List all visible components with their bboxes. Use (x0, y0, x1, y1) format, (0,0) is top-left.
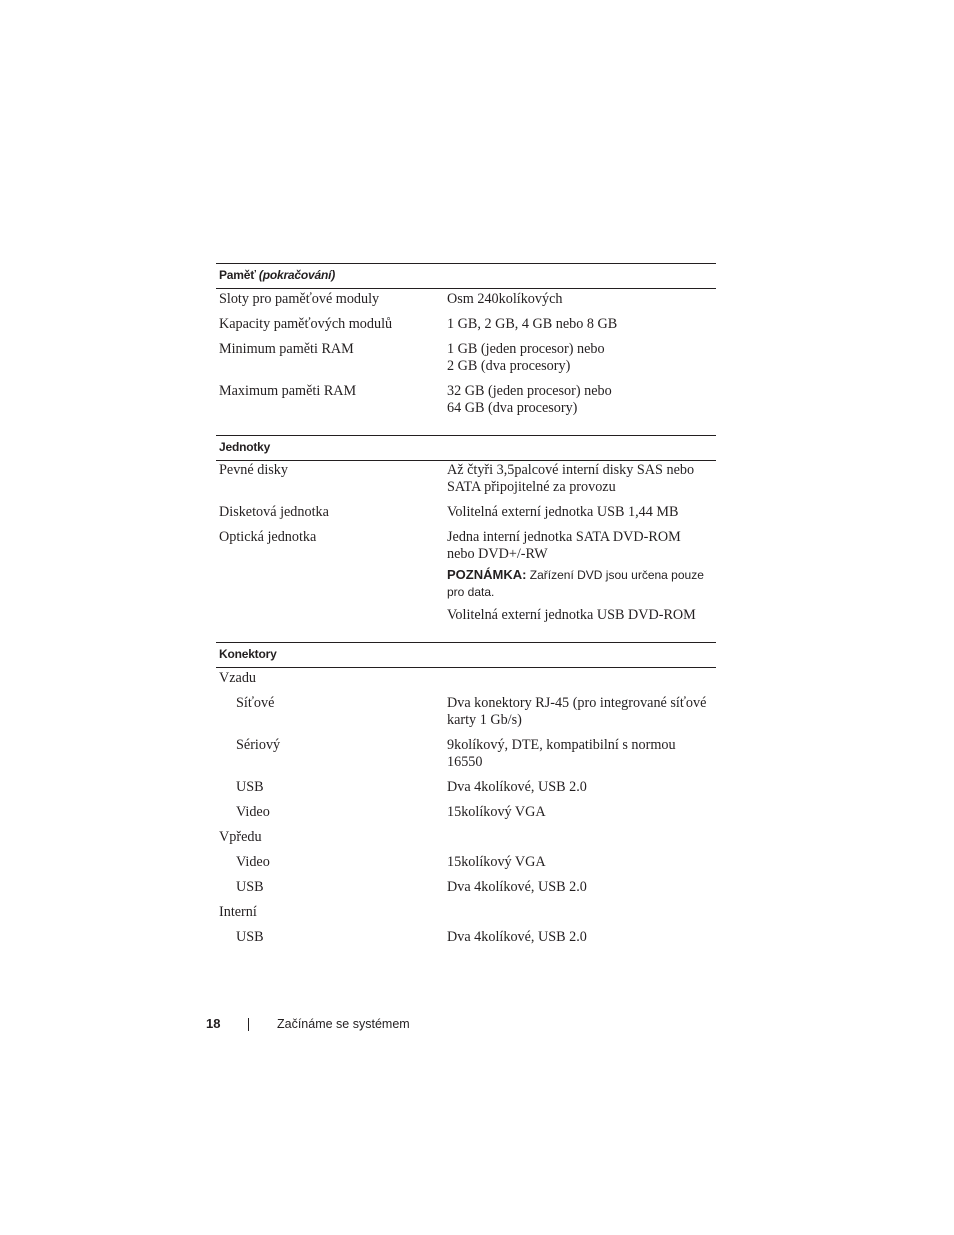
spec-label: Pevné disky (219, 462, 288, 478)
spec-value: Volitelná externí jednotka USB DVD-ROM (447, 607, 696, 623)
spec-label: Maximum paměti RAM (219, 383, 357, 399)
spec-label: Disketová jednotka (219, 504, 329, 520)
section-header (216, 263, 716, 289)
spec-value: Až čtyři 3,5palcové interní disky SAS nebo SATA připojitelné za provozu (447, 462, 695, 495)
section-title-continued: (pokračování) (258, 268, 336, 282)
note-label: POZNÁMKA: (447, 567, 527, 582)
spec-group-label: Vzadu (219, 670, 257, 686)
spec-label: USB (236, 929, 264, 945)
footer-chapter-title: Začínáme se systémem (277, 1017, 410, 1031)
page-footer (0, 1016, 954, 1036)
spec-group-label: Interní (219, 904, 257, 920)
section-header (216, 435, 716, 461)
spec-group-label: Vpředu (219, 829, 262, 845)
section-title: Jednotky (219, 440, 271, 454)
section-header (216, 642, 716, 668)
section-title: Konektory (219, 647, 277, 661)
spec-label: Kapacity paměťových modulů (219, 316, 393, 332)
spec-value: Dva 4kolíkové, USB 2.0 (447, 929, 587, 945)
spec-label: Minimum paměti RAM (219, 341, 354, 357)
spec-label: Video (236, 804, 270, 820)
footer-separator (248, 1018, 249, 1031)
spec-value: Osm 240kolíkových (447, 291, 563, 307)
spec-label: USB (236, 879, 264, 895)
spec-label: Sloty pro paměťové moduly (219, 291, 380, 307)
spec-value: 32 GB (jeden procesor) nebo 64 GB (dva procesory) (447, 383, 612, 416)
spec-value: Dva 4kolíkové, USB 2.0 (447, 779, 587, 795)
note-block (447, 566, 716, 601)
note-text: Zařízení DVD jsou určena pouze (529, 568, 704, 582)
section-title-text: Paměť (219, 268, 256, 282)
spec-label: Síťové (236, 695, 275, 711)
spec-value: Dva 4kolíkové, USB 2.0 (447, 879, 587, 895)
spec-label: Sériový (236, 737, 281, 753)
spec-value: 1 GB (jeden procesor) nebo 2 GB (dva procesory) (447, 341, 605, 374)
note-text-continued: pro data. (447, 585, 495, 599)
spec-value: 15kolíkový VGA (447, 854, 546, 870)
spec-label: Optická jednotka (219, 529, 317, 545)
section-title (219, 268, 335, 282)
spec-label: USB (236, 779, 264, 795)
page-number: 18 (206, 1016, 221, 1031)
spec-value: 9kolíkový, DTE, kompatibilní s normou 16550 (447, 737, 676, 770)
spec-value: Dva konektory RJ-45 (pro integrované síťové karty 1 Gb/s) (447, 695, 707, 728)
spec-label: Video (236, 854, 270, 870)
spec-value: 15kolíkový VGA (447, 804, 546, 820)
spec-value: 1 GB, 2 GB, 4 GB nebo 8 GB (447, 316, 618, 332)
spec-value: Jedna interní jednotka SATA DVD-ROM nebo DVD+/-RW (447, 529, 681, 562)
spec-value: Volitelná externí jednotka USB 1,44 MB (447, 504, 679, 520)
